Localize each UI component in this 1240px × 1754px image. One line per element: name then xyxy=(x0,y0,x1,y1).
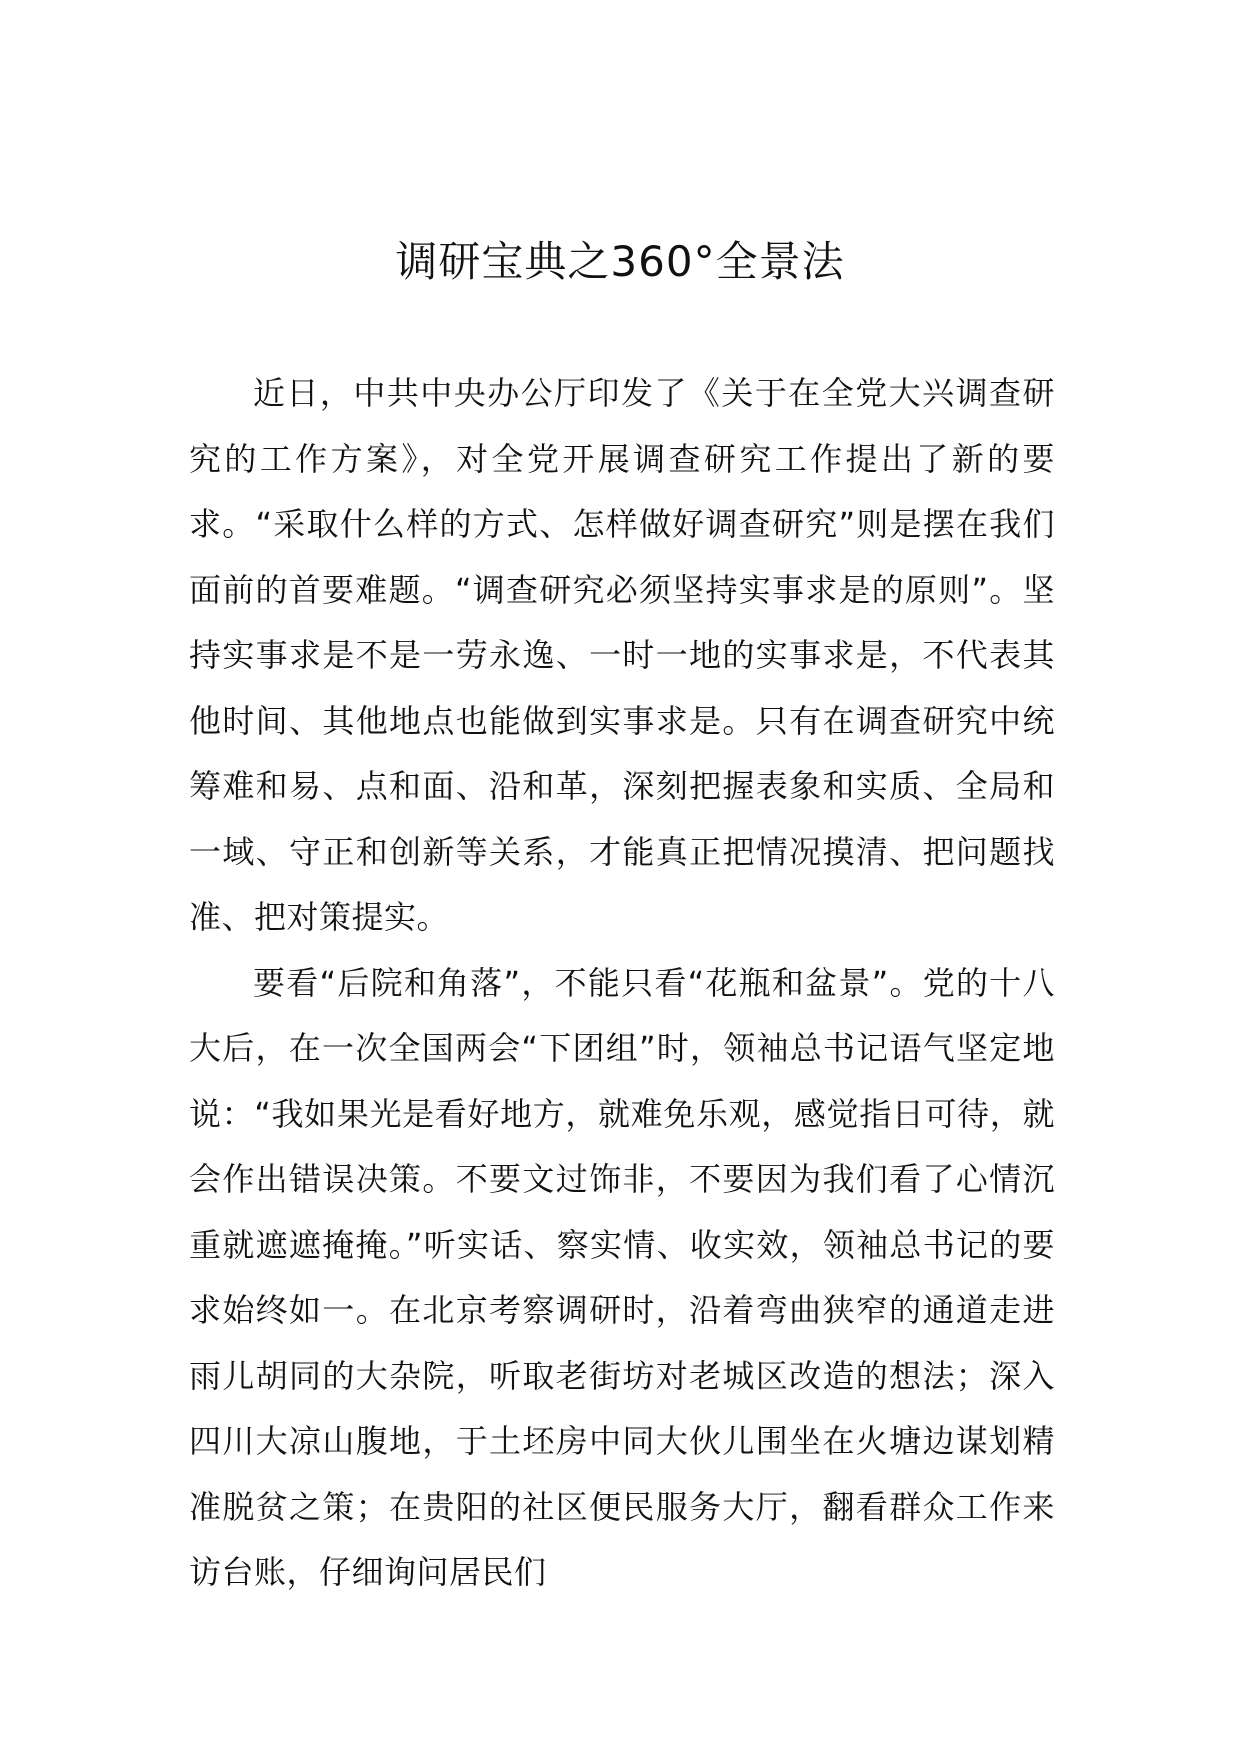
document-title: 调研宝典之360°全景法 xyxy=(395,237,845,286)
document-body xyxy=(189,361,1055,1606)
paragraph-1: 近日，中共中央办公厅印发了《关于在全党大兴调查研究的工作方案》，对全党开展调查研究工作提出了新的要求。“采取什么样的方式、怎样做好调查研究”则是摆在我们面前的首要难题。“调查研究必须坚持实事求是的原则”。坚持实事求是不是一劳永逸、一时一地的实事求是，不代表其他时间、其他地点也能做到实事求是。只有在调查研究中统筹难和易、点和面、沿和革，深刻把握表象和实质、全局和一域、守正和创新等关系，才能真正把情况摸清、把问题找准、把对策提实。 xyxy=(189,374,1055,936)
paragraph-2: 要看“后院和角落”，不能只看“花瓶和盆景”。党的十八大后，在一次全国两会“下团组”时，领袖总书记语气坚定地说：“我如果光是看好地方，就难免乐观，感觉指日可待，就会作出错误决策。不要文过饰非，不要因为我们看了心情沉重就遮遮掩掩。”听实话、察实情、收实效，领袖总书记的要求始终如一。在北京考察调研时，沿着弯曲狭窄的通道走进雨儿胡同的大杂院，听取老街坊对老城区改造的想法；深入四川大凉山腹地，于土坯房中同大伙儿围坐在火塘边谋划精准脱贫之策；在贵阳的社区便民服务大厅，翻看群众工作来访台账，仔细询问居民们 xyxy=(189,963,1055,1591)
